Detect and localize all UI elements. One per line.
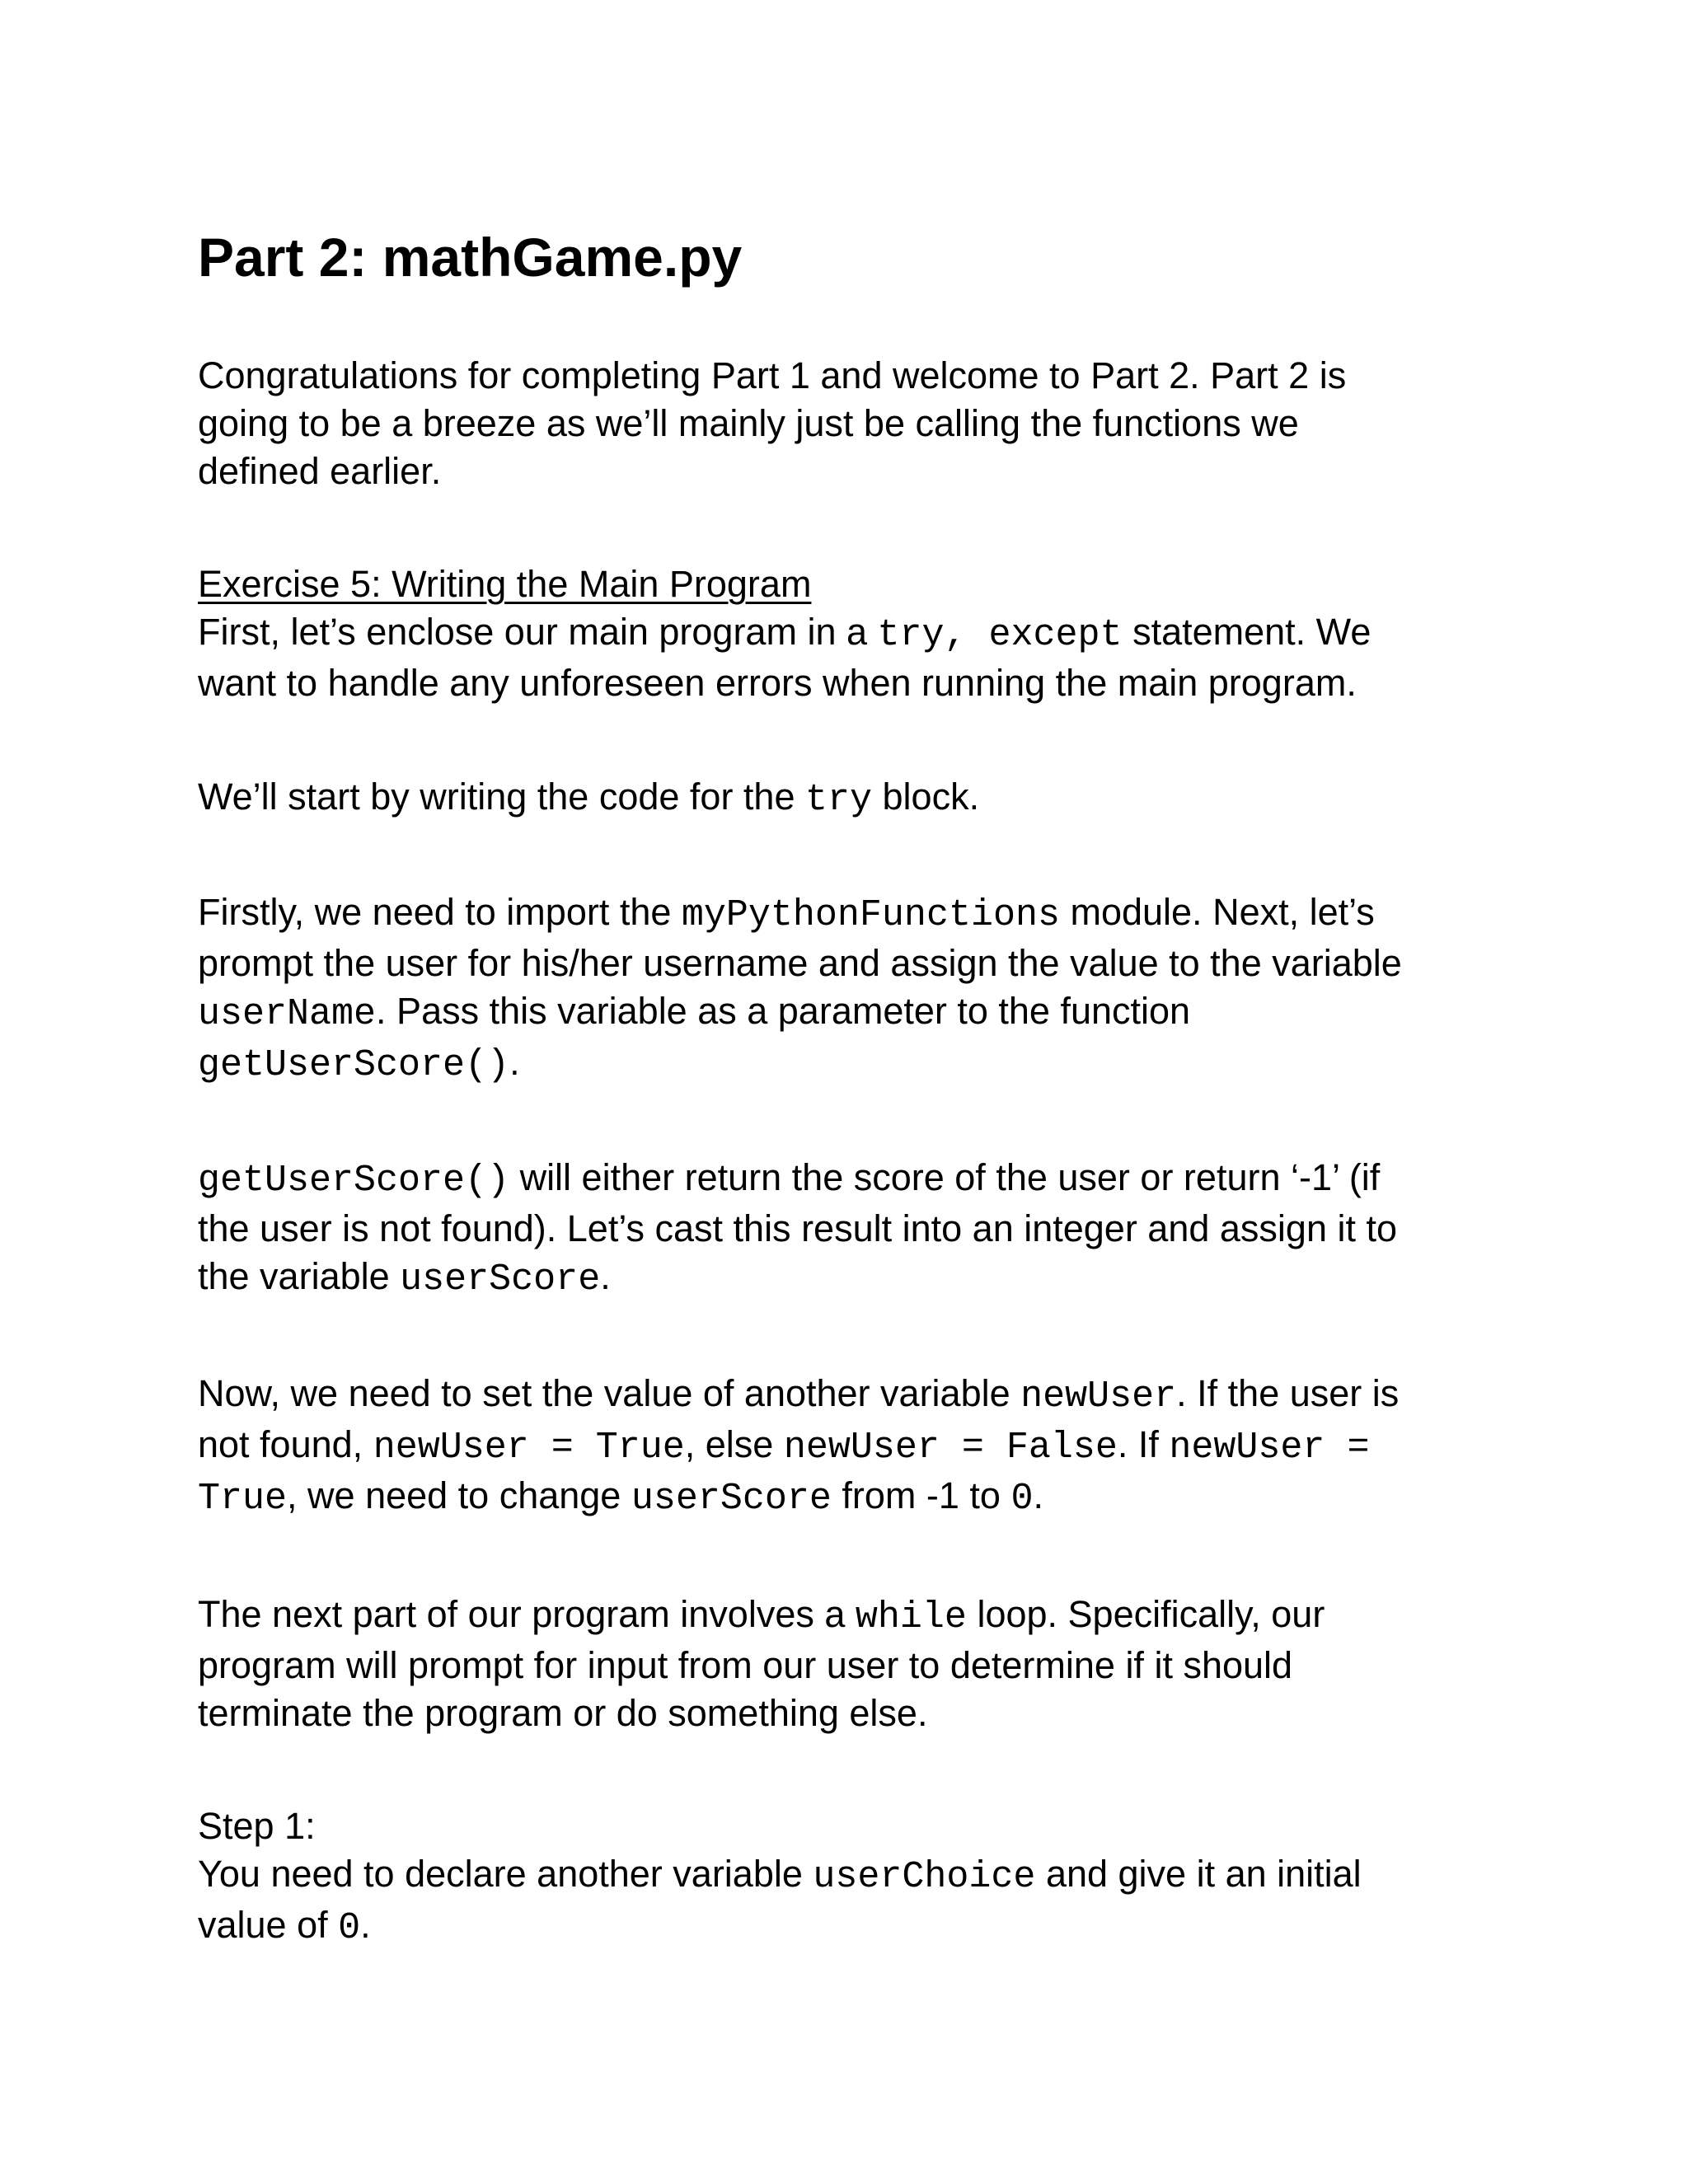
score-line-1 [198,1154,1492,1205]
code-newuser-true: newUser = True [373,1427,685,1469]
text: block. [872,776,980,818]
try-block-line [198,773,1492,824]
import-line-2: prompt the user for his/her username and assign the value to the variable [198,942,1402,984]
text: First, let’s enclose our main program in a [198,611,878,653]
code-while: while [855,1596,967,1638]
text: Now, we need to set the value of another variable [198,1372,1021,1414]
import-paragraph [198,888,1492,1090]
while-line-3: terminate the program or do something else. [198,1692,928,1734]
code-true: True [198,1478,288,1520]
score-line-2: the user is not found). Let’s cast this result into an integer and assign it to [198,1207,1398,1249]
text: The next part of our program involves a [198,1593,856,1635]
text: loop. Specifically, our [966,1593,1325,1635]
code-username: userName [198,993,377,1035]
text: from -1 to [831,1474,1011,1516]
import-line-4 [198,1038,1492,1090]
code-getuserscore: getUserScore() [198,1044,510,1086]
while-line-1 [198,1591,1492,1642]
intro-line-3: defined earlier. [198,450,442,492]
code-zero: 0 [338,1907,361,1949]
newuser-line-1 [198,1370,1492,1421]
text: statement. We [1122,611,1372,653]
code-try: try [805,779,873,821]
exercise-line-2: want to handle any unforeseen errors when running the main program. [198,662,1357,704]
text: value of [198,1904,339,1946]
exercise-line-1 [198,608,1492,659]
text: Firstly, we need to import the [198,891,682,933]
code-newuser: newUser [1020,1376,1177,1418]
code-module: myPythonFunctions [681,894,1060,936]
text: , we need to change [287,1474,631,1516]
code-getuserscore: getUserScore() [198,1160,510,1202]
newuser-line-3 [198,1472,1492,1523]
step-1-line-1 [198,1850,1492,1901]
text: . [509,1041,520,1083]
text: and give it an initial [1035,1853,1362,1895]
text: the variable [198,1255,401,1297]
text: . Pass this variable as a parameter to the function [376,990,1191,1032]
step-1-heading: Step 1: [198,1805,316,1847]
text: . [360,1904,371,1946]
text: not found, [198,1423,373,1465]
text: , else [684,1423,784,1465]
newuser-line-2 [198,1421,1492,1472]
code-newuser-eq: newUser = [1169,1427,1370,1469]
code-userscore: userScore [400,1258,601,1301]
import-line-1 [198,888,1492,940]
text: . If the user is [1176,1372,1400,1414]
text: will either return the score of the user or return ‘-1’ (if [509,1156,1381,1198]
text: . If [1117,1423,1170,1465]
text: You need to declare another variable [198,1853,814,1895]
step-1-paragraph [198,1802,1492,1952]
code-try-except: try, except [877,614,1123,656]
code-userscore: userScore [631,1478,832,1520]
import-line-3 [198,987,1492,1038]
intro-line-2: going to be a breeze as we’ll mainly just be calling the functions we [198,402,1299,444]
score-paragraph [198,1154,1492,1304]
code-newuser-false: newUser = False [783,1427,1118,1469]
step-1-line-2 [198,1901,1492,1952]
page-title: Part 2: mathGame.py [198,227,743,288]
try-block-paragraph [198,773,1492,824]
text: . [1033,1474,1043,1516]
text: . [600,1255,611,1297]
code-userchoice: userChoice [813,1856,1036,1898]
exercise-5-heading: Exercise 5: Writing the Main Program [198,563,812,605]
newuser-paragraph [198,1370,1492,1523]
score-line-3 [198,1253,1492,1304]
intro-paragraph [198,352,1492,495]
intro-line-1: Congratulations for completing Part 1 and welcome to Part 2. Part 2 is [198,354,1347,396]
while-line-2: program will prompt for input from our user to determine if it should [198,1644,1293,1686]
exercise-5-paragraph [198,560,1492,707]
text: module. Next, let’s [1059,891,1375,933]
code-zero: 0 [1010,1478,1034,1520]
while-paragraph [198,1591,1492,1737]
text: We’ll start by writing the code for the [198,776,805,818]
